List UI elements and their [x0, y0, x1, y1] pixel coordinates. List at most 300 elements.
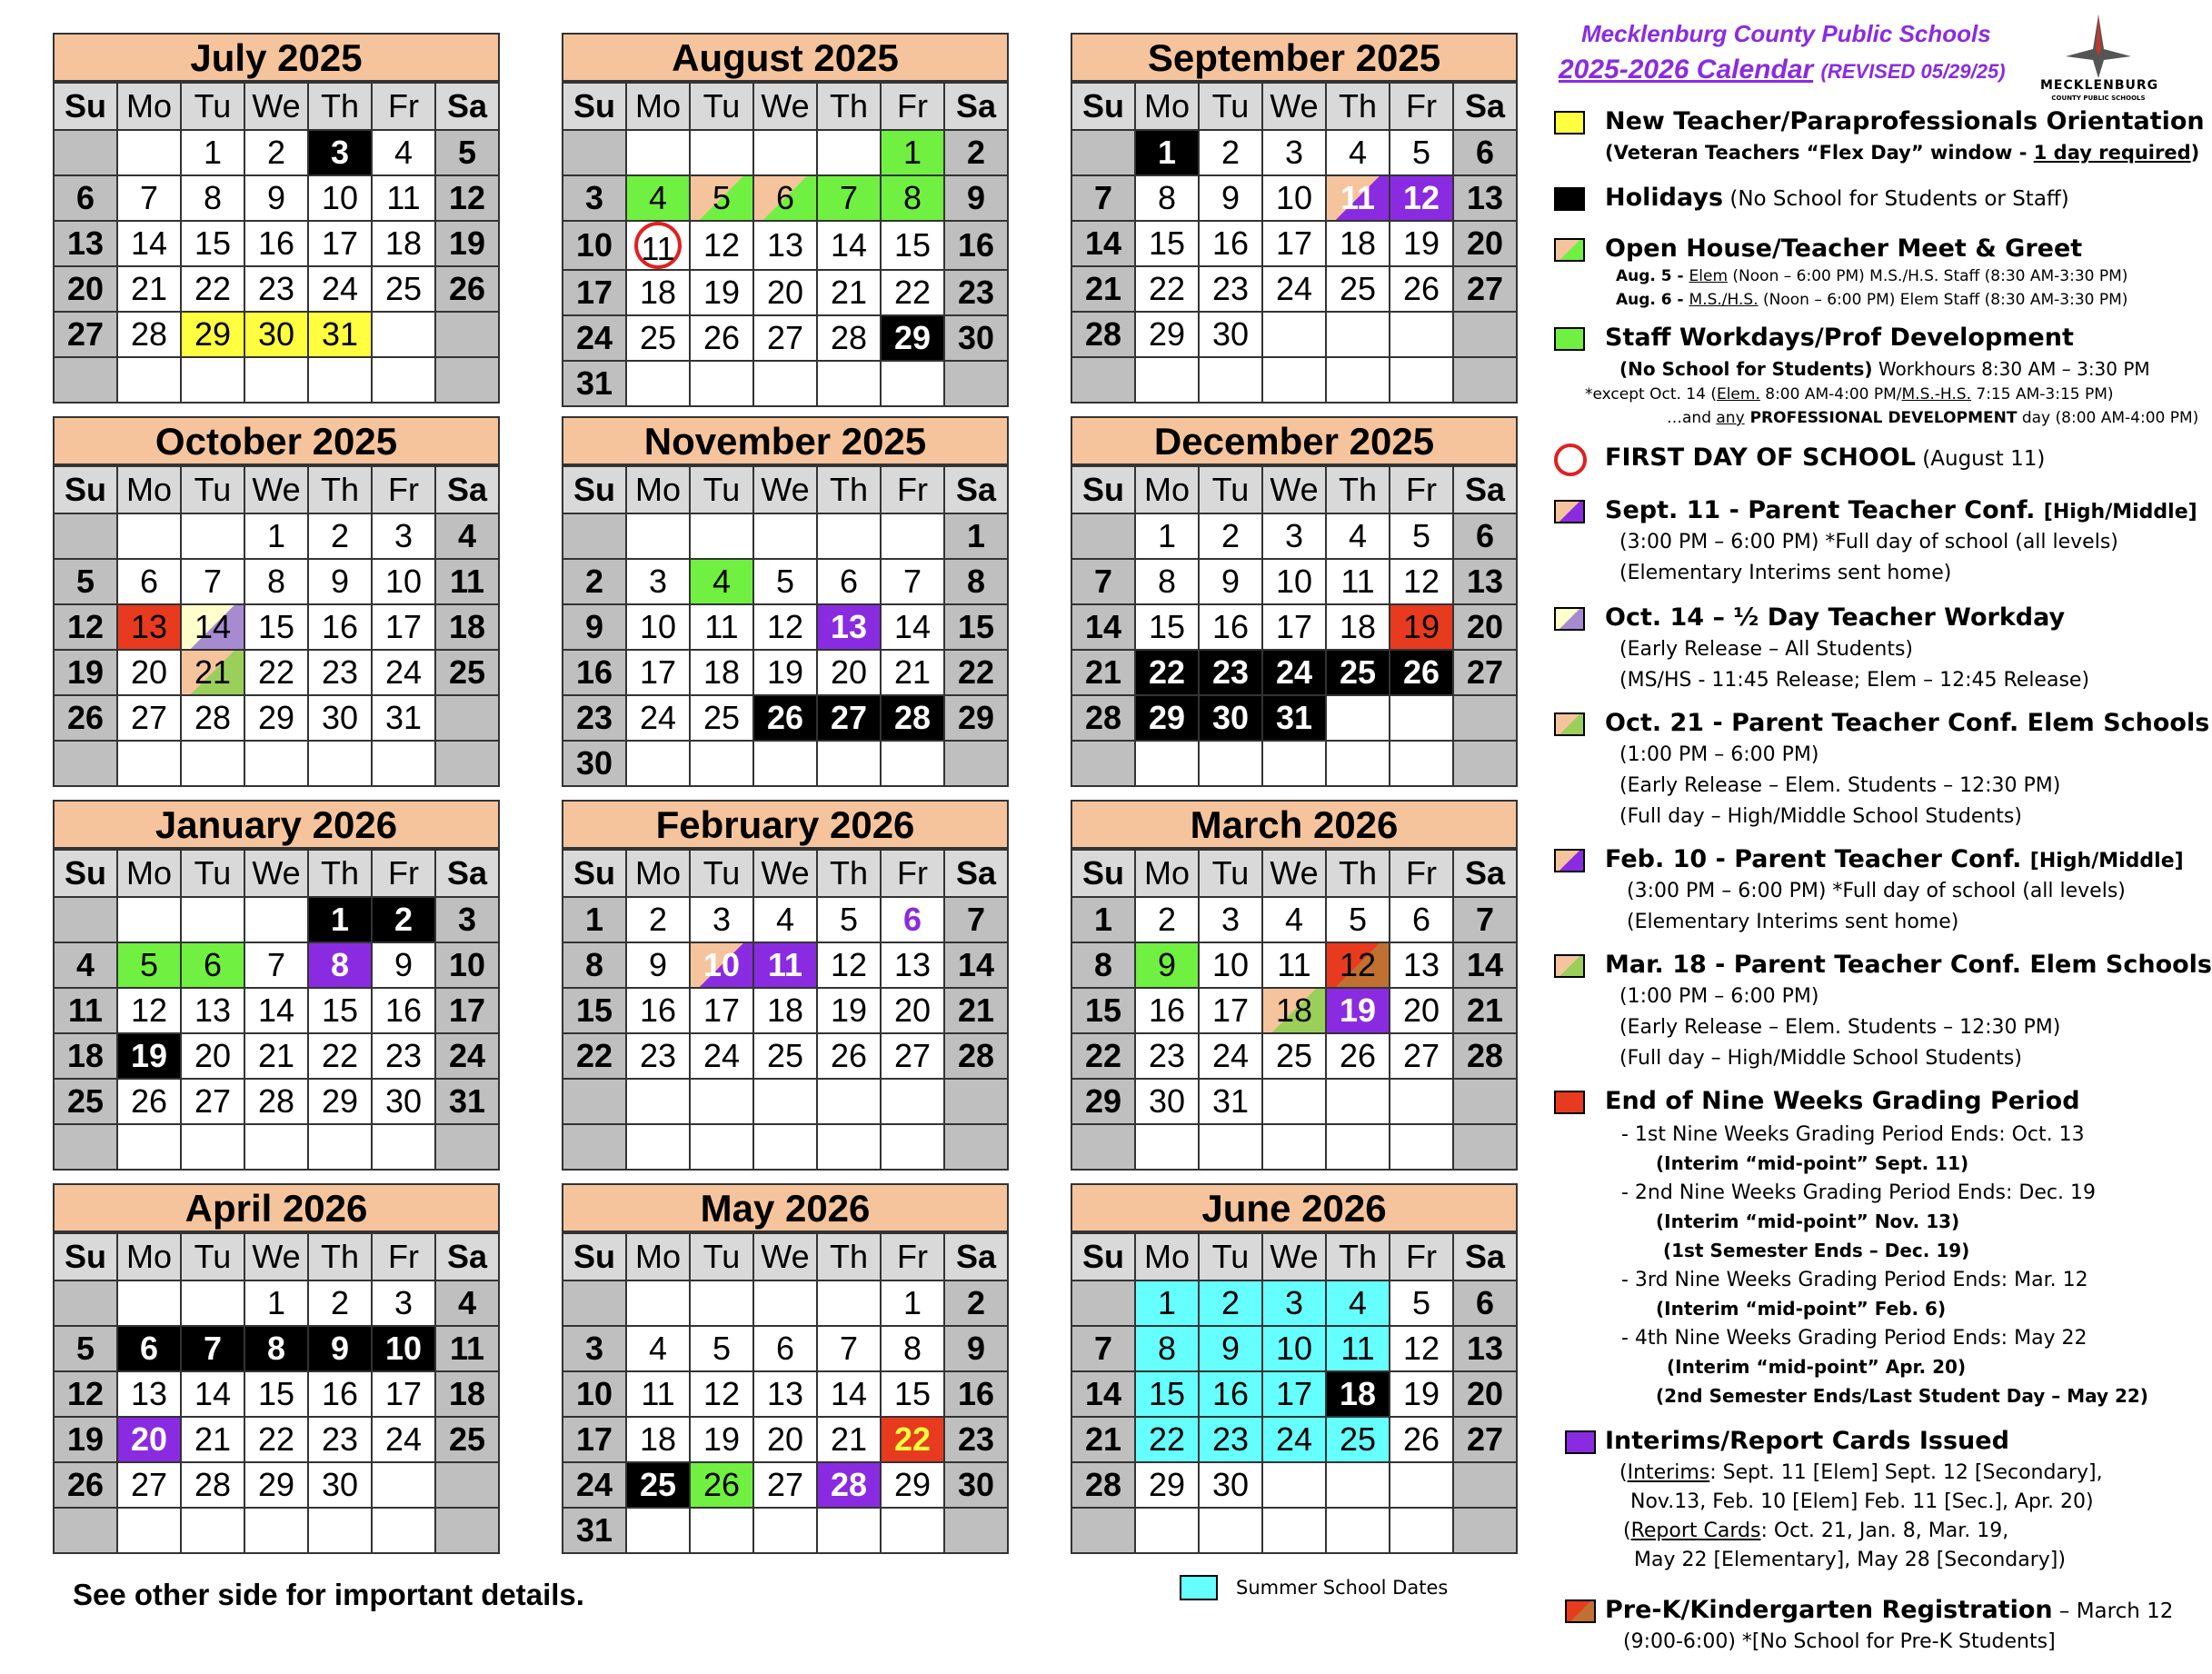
day-cell: 15	[944, 604, 1008, 650]
day-cell: 15	[881, 1371, 944, 1417]
empty-day-cell	[626, 1124, 690, 1170]
weekday-header: Fr	[881, 1233, 944, 1280]
empty-day-cell	[563, 513, 626, 559]
day-cell: 4	[54, 942, 117, 988]
empty-day-cell	[117, 357, 181, 403]
empty-day-cell	[753, 1508, 817, 1553]
day-cell: 17	[563, 270, 626, 315]
red-swatch-icon	[1554, 1091, 1585, 1114]
month-calendar	[53, 33, 500, 404]
weekday-header: Tu	[181, 466, 244, 513]
month-grid	[562, 465, 1009, 787]
day-cell: 13	[753, 221, 817, 270]
day-cell: 16	[944, 1371, 1008, 1417]
weekday-header: Mo	[626, 83, 690, 130]
weekday-header: We	[753, 83, 817, 130]
weekday-header: Th	[1326, 466, 1390, 513]
day-cell: 17	[1262, 1371, 1326, 1417]
legend-desc: (Interim “mid-point” Feb. 6)	[1656, 1298, 1947, 1320]
empty-day-cell	[690, 741, 753, 786]
weekday-header: We	[244, 466, 308, 513]
day-cell: 27	[817, 695, 881, 741]
weekday-header: Fr	[1390, 850, 1453, 897]
weekday-header: Sa	[944, 1233, 1008, 1280]
day-cell: 28	[881, 695, 944, 741]
day-cell: 5	[1390, 1280, 1453, 1326]
red-circle-icon	[1554, 443, 1587, 476]
day-cell: 5	[753, 559, 817, 604]
legend-title: Interims/Report Cards Issued	[1605, 1427, 2009, 1455]
legend-desc: (2nd Semester Ends/Last Student Day – May 22)	[1656, 1385, 2148, 1407]
empty-day-cell	[117, 130, 181, 175]
logo-subtext: COUNTY PUBLIC SCHOOLS	[2051, 95, 2146, 102]
weekday-header: Su	[1071, 83, 1135, 130]
day-cell: 1	[1135, 513, 1199, 559]
weekday-header: Fr	[881, 850, 944, 897]
day-cell: 25	[1326, 266, 1390, 312]
empty-day-cell	[1262, 357, 1326, 403]
day-cell: 10	[372, 1326, 435, 1371]
day-cell: 27	[117, 695, 181, 741]
day-cell: 20	[753, 270, 817, 315]
logo-text: MECKLENBURG	[2040, 78, 2159, 93]
empty-day-cell	[563, 1079, 626, 1124]
weekday-header: Th	[817, 850, 881, 897]
day-cell: 7	[1071, 559, 1135, 604]
day-cell: 1	[1135, 1280, 1199, 1326]
ptc-swatch-icon	[1554, 500, 1585, 523]
empty-day-cell	[881, 361, 944, 406]
empty-day-cell	[690, 1124, 753, 1170]
day-cell: 23	[1199, 1417, 1262, 1462]
day-cell: 6	[54, 175, 117, 221]
day-cell: 1	[308, 897, 372, 942]
empty-day-cell	[753, 741, 817, 786]
day-cell: 25	[626, 315, 690, 361]
empty-day-cell	[944, 1079, 1008, 1124]
green-swatch-icon	[1554, 327, 1585, 351]
empty-day-cell	[244, 357, 308, 403]
empty-day-cell	[817, 741, 881, 786]
day-cell: 30	[944, 315, 1008, 361]
legend-title: Sept. 11 - Parent Teacher Conf. [High/Middle]	[1605, 496, 2197, 524]
district-logo	[2040, 13, 2157, 104]
weekday-header: Fr	[1390, 1233, 1453, 1280]
day-cell: 8	[944, 559, 1008, 604]
day-cell: 23	[244, 266, 308, 312]
weekday-header: Fr	[372, 850, 435, 897]
empty-day-cell	[181, 1508, 244, 1553]
month-calendar	[1071, 416, 1518, 787]
weekday-header: Tu	[690, 83, 753, 130]
weekday-header: We	[1262, 850, 1326, 897]
day-cell: 26	[1326, 1033, 1390, 1079]
day-cell: 21	[881, 650, 944, 695]
empty-day-cell	[817, 1124, 881, 1170]
day-cell: 9	[1199, 1326, 1262, 1371]
day-cell: 4	[690, 559, 753, 604]
day-cell: 4	[1326, 130, 1390, 175]
day-cell: 6	[753, 1326, 817, 1371]
weekday-header: Tu	[690, 850, 753, 897]
weekday-header: Tu	[181, 83, 244, 130]
month-calendar	[1071, 33, 1518, 404]
day-cell: 18	[690, 650, 753, 695]
day-cell: 9	[626, 942, 690, 988]
empty-day-cell	[881, 513, 944, 559]
day-cell: 4	[753, 897, 817, 942]
empty-day-cell	[626, 513, 690, 559]
weekday-header: Su	[54, 1233, 117, 1280]
day-cell: 8	[881, 175, 944, 221]
day-cell: 25	[435, 1417, 499, 1462]
day-cell: 22	[1135, 266, 1199, 312]
day-cell: 20	[881, 988, 944, 1033]
legend-desc: (Full day – High/Middle School Students)	[1619, 805, 2022, 828]
weekday-header: We	[1262, 466, 1326, 513]
empty-day-cell	[626, 130, 690, 175]
month-title: December 2025	[1071, 416, 1518, 465]
empty-day-cell	[435, 357, 499, 403]
day-cell: 13	[54, 221, 117, 266]
day-cell: 4	[435, 513, 499, 559]
weekday-header: Fr	[881, 466, 944, 513]
day-cell: 13	[1453, 1326, 1517, 1371]
day-cell: 25	[1326, 1417, 1390, 1462]
empty-day-cell	[1262, 1508, 1326, 1553]
day-cell: 22	[1135, 650, 1199, 695]
year-label: 2025-2026 Calendar	[1559, 55, 1814, 85]
day-cell: 26	[54, 1462, 117, 1508]
day-cell: 4	[372, 130, 435, 175]
day-cell: 12	[54, 604, 117, 650]
day-cell: 22	[1135, 1417, 1199, 1462]
day-cell: 7	[1453, 897, 1517, 942]
month-grid	[53, 82, 500, 404]
day-cell: 5	[690, 175, 753, 221]
day-cell: 16	[626, 988, 690, 1033]
day-cell: 28	[817, 315, 881, 361]
day-cell: 24	[1199, 1033, 1262, 1079]
day-cell: 18	[1326, 221, 1390, 266]
day-cell: 13	[181, 988, 244, 1033]
legend-desc: (9:00-6:00) *[No School for Pre-K Students]	[1623, 1630, 2056, 1653]
day-cell: 26	[1390, 650, 1453, 695]
cyan-swatch-icon	[1180, 1575, 1218, 1600]
month-title: February 2026	[562, 800, 1009, 849]
empty-day-cell	[1326, 741, 1390, 786]
day-cell: 21	[1071, 1417, 1135, 1462]
empty-day-cell	[1326, 1508, 1390, 1553]
day-cell: 18	[1326, 604, 1390, 650]
month-grid	[1071, 465, 1518, 787]
legend-desc: (Interim “mid-point” Apr. 20)	[1667, 1356, 1967, 1378]
day-cell: 11	[1262, 942, 1326, 988]
day-cell: 25	[626, 1462, 690, 1508]
day-cell: 7	[117, 175, 181, 221]
legend-title: Feb. 10 - Parent Teacher Conf. [High/Middle]	[1605, 845, 2184, 873]
legend-desc: (3:00 PM – 6:00 PM) *Full day of school (all levels)	[1619, 531, 2118, 553]
day-cell: 5	[1390, 513, 1453, 559]
day-cell: 13	[753, 1371, 817, 1417]
weekday-header: We	[1262, 1233, 1326, 1280]
empty-day-cell	[181, 357, 244, 403]
day-cell: 23	[1199, 266, 1262, 312]
empty-day-cell	[117, 1280, 181, 1326]
empty-day-cell	[881, 1508, 944, 1553]
elem-conf-swatch-icon	[1554, 712, 1585, 736]
weekday-header: Th	[1326, 83, 1390, 130]
day-cell: 14	[1071, 1371, 1135, 1417]
day-cell: 29	[1135, 695, 1199, 741]
day-cell: 30	[308, 695, 372, 741]
day-cell: 29	[244, 1462, 308, 1508]
day-cell: 25	[690, 695, 753, 741]
yellow-swatch-icon	[1554, 111, 1585, 135]
empty-day-cell	[1135, 741, 1199, 786]
day-cell: 27	[881, 1033, 944, 1079]
empty-day-cell	[881, 1079, 944, 1124]
empty-day-cell	[1262, 312, 1326, 357]
empty-day-cell	[1390, 741, 1453, 786]
month-grid	[53, 1232, 500, 1554]
empty-day-cell	[944, 361, 1008, 406]
day-cell: 27	[1453, 266, 1517, 312]
legend-desc: - 2nd Nine Weeks Grading Period Ends: Dec. 19	[1621, 1181, 2096, 1204]
day-cell: 31	[1199, 1079, 1262, 1124]
weekday-header: Su	[563, 83, 626, 130]
empty-day-cell	[372, 1508, 435, 1553]
weekday-header: Sa	[435, 83, 499, 130]
day-cell: 19	[690, 1417, 753, 1462]
empty-day-cell	[308, 1508, 372, 1553]
empty-day-cell	[1326, 695, 1390, 741]
day-cell: 2	[944, 1280, 1008, 1326]
day-cell: 15	[244, 604, 308, 650]
day-cell: 5	[1390, 130, 1453, 175]
day-cell: 8	[308, 942, 372, 988]
day-cell: 24	[372, 1417, 435, 1462]
day-cell: 2	[944, 130, 1008, 175]
empty-day-cell	[690, 361, 753, 406]
weekday-header: Su	[54, 466, 117, 513]
weekday-header: Sa	[944, 83, 1008, 130]
empty-day-cell	[1390, 1508, 1453, 1553]
footer-note: See other side for important details.	[73, 1578, 584, 1611]
day-cell: 16	[944, 221, 1008, 270]
day-cell: 11	[1326, 1326, 1390, 1371]
day-cell: 17	[563, 1417, 626, 1462]
day-cell: 27	[753, 1462, 817, 1508]
weekday-header: Th	[308, 850, 372, 897]
day-cell: 7	[817, 175, 881, 221]
month-grid	[562, 82, 1009, 407]
day-cell: 3	[563, 1326, 626, 1371]
empty-day-cell	[881, 1124, 944, 1170]
weekday-header: Fr	[372, 466, 435, 513]
day-cell: 29	[1071, 1079, 1135, 1124]
day-cell: 2	[244, 130, 308, 175]
day-cell: 11	[1326, 559, 1390, 604]
day-cell: 1	[244, 513, 308, 559]
empty-day-cell	[54, 357, 117, 403]
day-cell: 8	[1071, 942, 1135, 988]
day-cell: 13	[817, 604, 881, 650]
legend-title: Holidays (No School for Students or Staff)	[1605, 184, 2069, 212]
first-day-marker: 11	[634, 222, 682, 269]
day-cell: 11	[372, 175, 435, 221]
day-cell: 30	[244, 312, 308, 357]
day-cell: 13	[117, 604, 181, 650]
empty-day-cell	[1453, 695, 1517, 741]
weekday-header: Th	[817, 1233, 881, 1280]
day-cell: 21	[1071, 266, 1135, 312]
day-cell: 17	[308, 221, 372, 266]
day-cell: 19	[690, 270, 753, 315]
weekday-header: Fr	[1390, 83, 1453, 130]
weekday-header: Su	[54, 83, 117, 130]
month-title: October 2025	[53, 416, 500, 465]
summer-label: Summer School Dates	[1236, 1577, 1449, 1599]
day-cell: 31	[563, 361, 626, 406]
weekday-header: Mo	[117, 466, 181, 513]
day-cell: 2	[372, 897, 435, 942]
day-cell: 12	[690, 221, 753, 270]
month-grid	[562, 1232, 1009, 1554]
day-cell: 22	[563, 1033, 626, 1079]
empty-day-cell	[753, 130, 817, 175]
empty-day-cell	[117, 1124, 181, 1170]
empty-day-cell	[244, 1124, 308, 1170]
day-cell: 12	[1390, 175, 1453, 221]
day-cell: 19	[817, 988, 881, 1033]
empty-day-cell	[1390, 695, 1453, 741]
weekday-header: Mo	[1135, 83, 1199, 130]
day-cell: 10	[563, 1371, 626, 1417]
legend-desc: (Elementary Interims sent home)	[1627, 911, 1959, 933]
day-cell: 20	[1390, 988, 1453, 1033]
empty-day-cell	[690, 130, 753, 175]
day-cell: 19	[753, 650, 817, 695]
day-cell: 27	[181, 1079, 244, 1124]
empty-day-cell	[690, 1079, 753, 1124]
day-cell: 27	[1390, 1033, 1453, 1079]
day-cell: 27	[753, 315, 817, 361]
empty-day-cell	[1071, 357, 1135, 403]
day-cell: 16	[1135, 988, 1199, 1033]
day-cell: 3	[1262, 513, 1326, 559]
weekday-header: We	[753, 1233, 817, 1280]
day-cell: 18	[435, 604, 499, 650]
empty-day-cell	[817, 361, 881, 406]
weekday-header: Sa	[435, 466, 499, 513]
day-cell: 27	[1453, 1417, 1517, 1462]
weekday-header: Mo	[117, 83, 181, 130]
day-cell: 21	[817, 270, 881, 315]
weekday-header: Mo	[117, 850, 181, 897]
weekday-header: Mo	[626, 1233, 690, 1280]
legend-title: Staff Workdays/Prof Development	[1605, 324, 2074, 352]
weekday-header: Fr	[372, 83, 435, 130]
day-cell: 6	[753, 175, 817, 221]
day-cell: 29	[881, 1462, 944, 1508]
day-cell: 12	[435, 175, 499, 221]
legend-desc: (1st Semester Ends – Dec. 19)	[1663, 1240, 1970, 1261]
day-cell: 14	[244, 988, 308, 1033]
day-cell: 9	[944, 175, 1008, 221]
day-cell: 19	[1390, 221, 1453, 266]
day-cell: 23	[1135, 1033, 1199, 1079]
half-day-swatch-icon	[1554, 607, 1585, 631]
day-cell: 18	[753, 988, 817, 1033]
legend-desc: (3:00 PM – 6:00 PM) *Full day of school (all levels)	[1627, 880, 2126, 902]
day-cell: 9	[1199, 559, 1262, 604]
empty-day-cell	[1262, 1462, 1326, 1508]
empty-day-cell	[1326, 312, 1390, 357]
day-cell: 19	[1390, 604, 1453, 650]
empty-day-cell	[944, 1508, 1008, 1553]
legend-title: Oct. 21 - Parent Teacher Conf. Elem Schools	[1605, 709, 2210, 737]
day-cell: 24	[563, 315, 626, 361]
weekday-header: We	[244, 1233, 308, 1280]
empty-day-cell	[753, 1079, 817, 1124]
day-cell: 3	[372, 513, 435, 559]
day-cell: 17	[690, 988, 753, 1033]
weekday-header: Tu	[181, 850, 244, 897]
empty-day-cell	[626, 1280, 690, 1326]
weekday-header: Mo	[1135, 850, 1199, 897]
legend-desc: (Early Release – Elem. Students – 12:30 PM)	[1619, 1016, 2061, 1039]
day-cell: 20	[181, 1033, 244, 1079]
day-cell: 6	[181, 942, 244, 988]
day-cell: 9	[308, 559, 372, 604]
weekday-header: Th	[817, 83, 881, 130]
empty-day-cell	[881, 741, 944, 786]
day-cell: 14	[181, 1371, 244, 1417]
weekday-header: Tu	[1199, 466, 1262, 513]
day-cell: 6	[1453, 130, 1517, 175]
day-cell: 5	[117, 942, 181, 988]
day-cell: 29	[881, 315, 944, 361]
day-cell: 9	[563, 604, 626, 650]
empty-day-cell	[1135, 1508, 1199, 1553]
day-cell: 8	[1135, 559, 1199, 604]
weekday-header: We	[753, 466, 817, 513]
legend-desc: (Full day – High/Middle School Students)	[1619, 1047, 2022, 1070]
empty-day-cell	[1390, 1079, 1453, 1124]
legend-desc: (Interim “mid-point” Nov. 13)	[1656, 1211, 1960, 1232]
day-cell: 9	[372, 942, 435, 988]
empty-day-cell	[626, 741, 690, 786]
day-cell: 7	[817, 1326, 881, 1371]
day-cell: 8	[563, 942, 626, 988]
day-cell: 18	[372, 221, 435, 266]
day-cell: 10	[563, 221, 626, 270]
legend-desc: (Interims: Sept. 11 [Elem] Sept. 12 [Secondary],	[1619, 1461, 2103, 1484]
day-cell: 23	[1199, 650, 1262, 695]
day-cell: 15	[1071, 988, 1135, 1033]
weekday-header: Sa	[1453, 1233, 1517, 1280]
day-cell: 30	[372, 1079, 435, 1124]
calendar-year-title	[1559, 55, 2006, 85]
prek-swatch-icon	[1565, 1599, 1596, 1623]
month-grid	[1071, 1232, 1518, 1554]
empty-day-cell	[1199, 741, 1262, 786]
day-cell: 28	[1071, 695, 1135, 741]
empty-day-cell	[1326, 1079, 1390, 1124]
legend-desc: *except Oct. 14 (Elem. 8:00 AM-4:00 PM/M.S.-H.S. 7:15 AM-3:15 PM)	[1585, 385, 2114, 404]
month-grid	[53, 849, 500, 1171]
